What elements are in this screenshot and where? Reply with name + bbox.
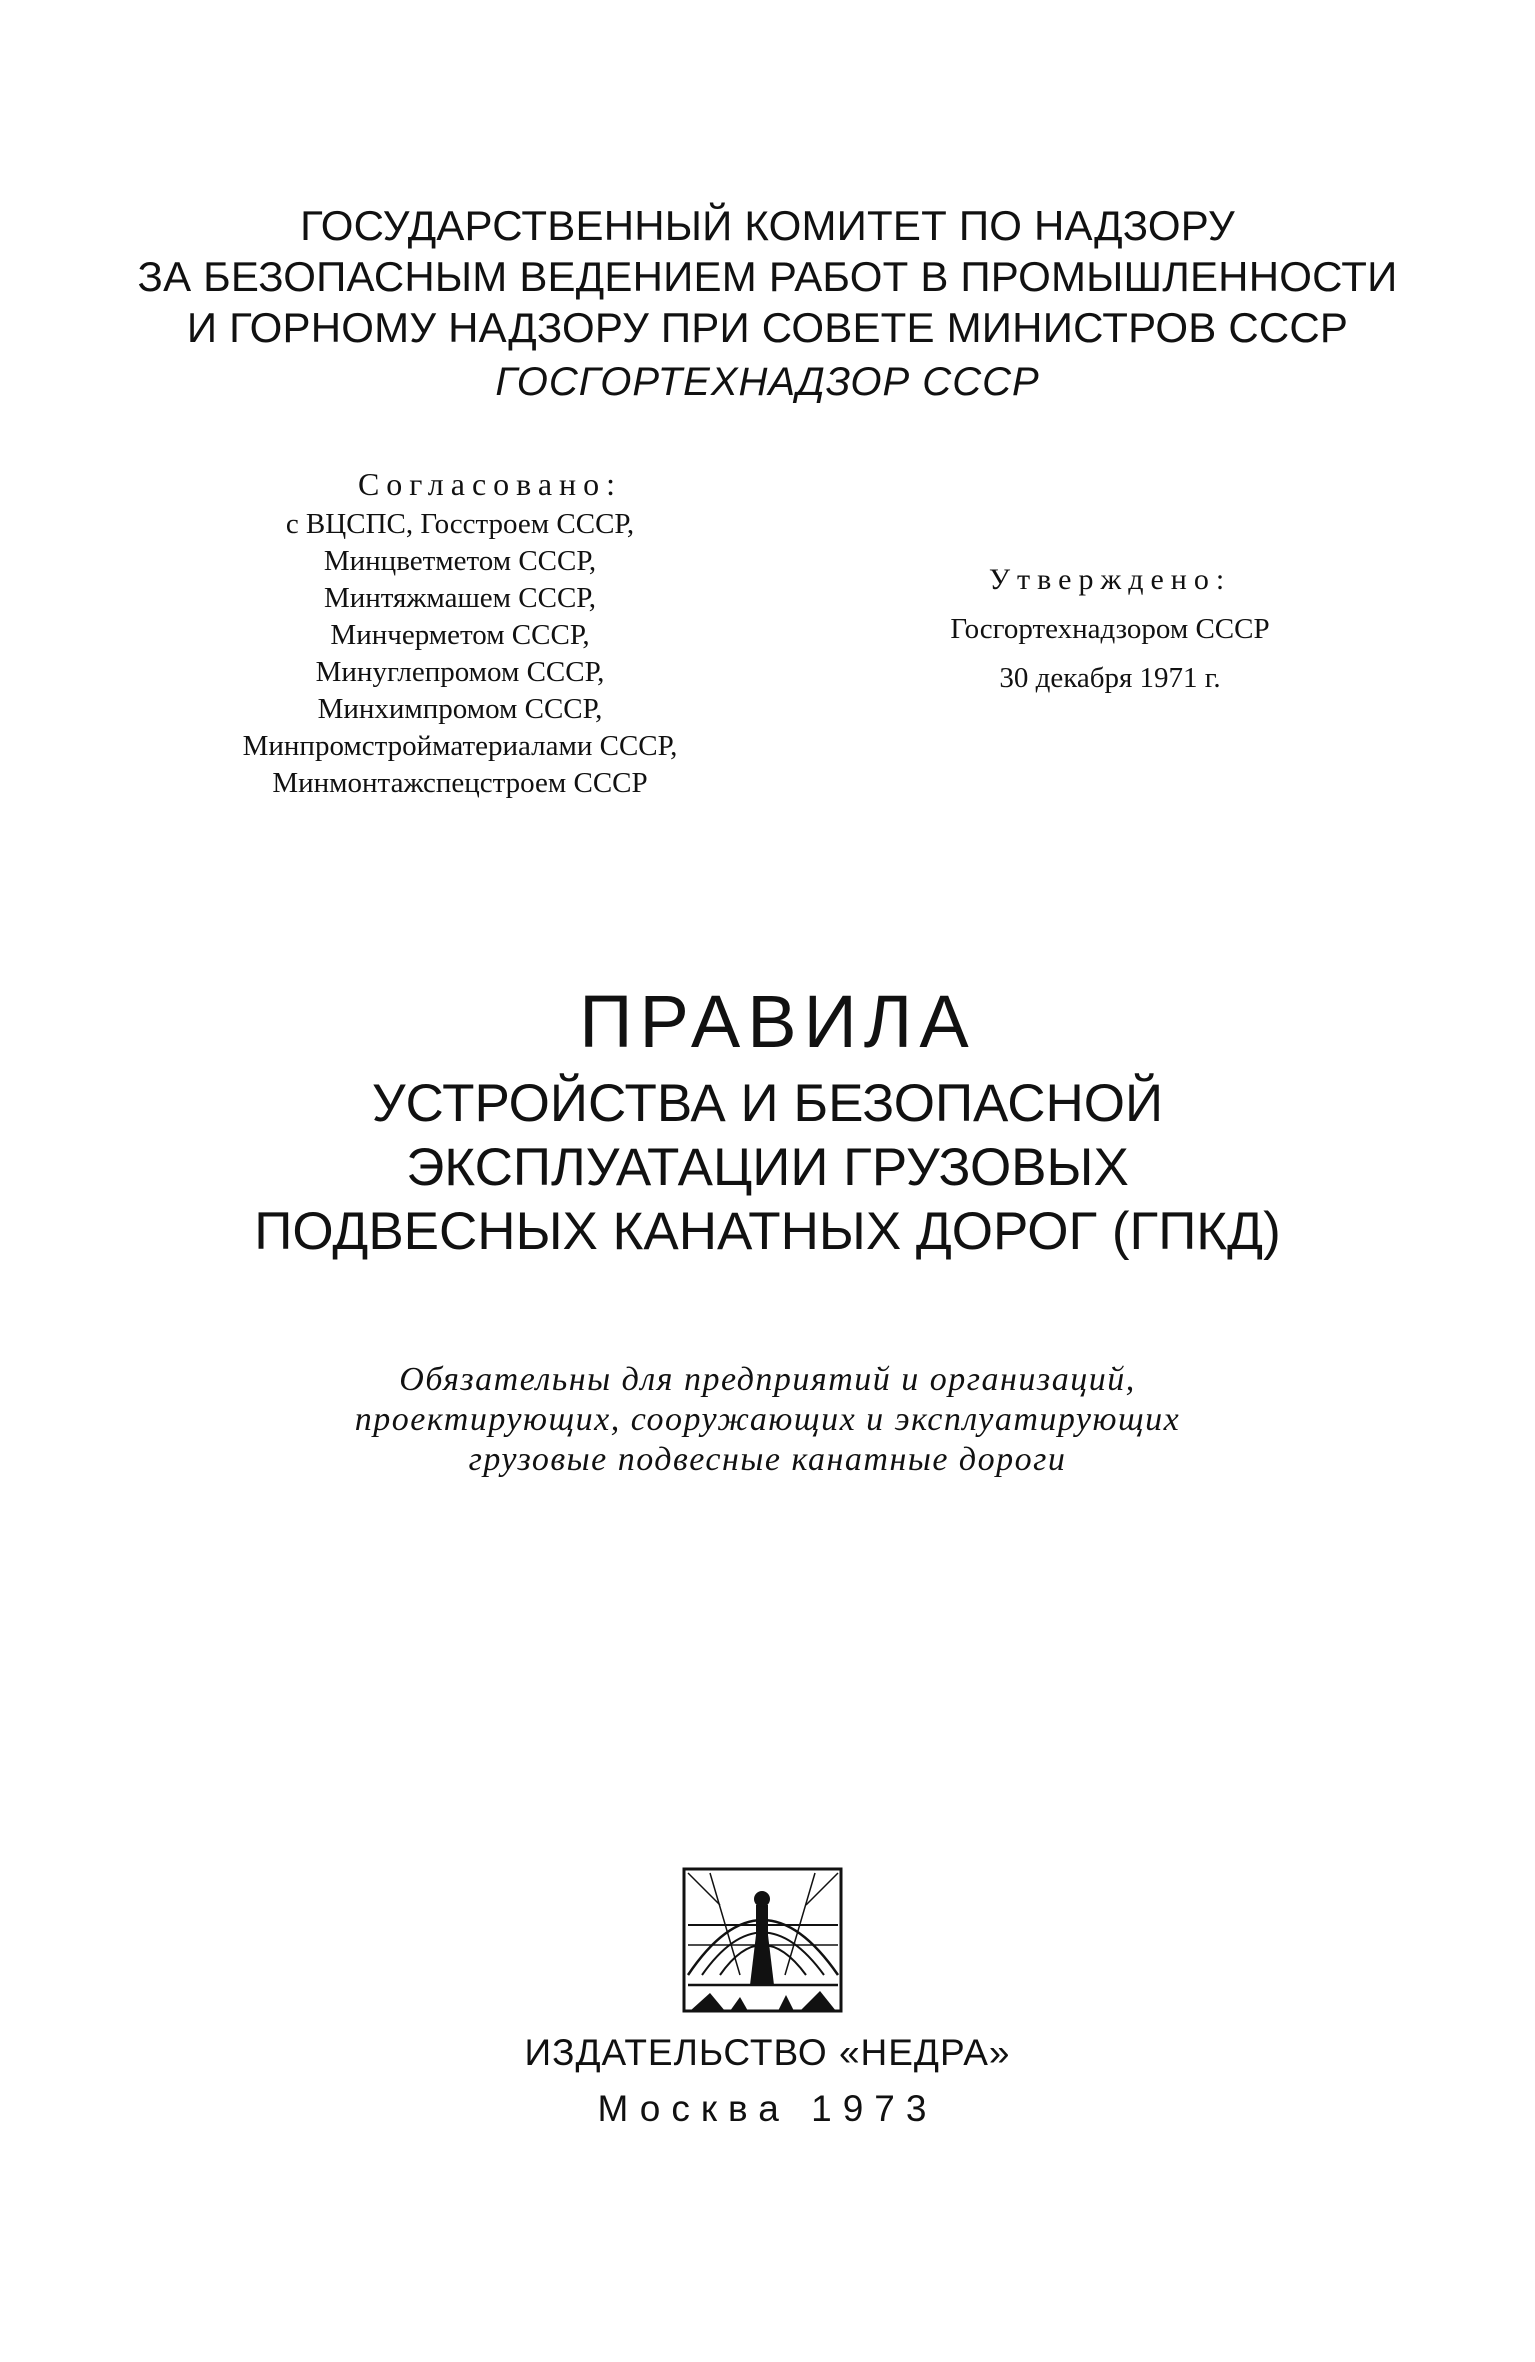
agreed-block — [175, 462, 745, 802]
agreed-item: Минцветметом СССР, — [323, 545, 597, 577]
title-subtitle-line: ПОДВЕСНЫХ КАНАТНЫХ ДОРОГ (ГПКД) — [254, 1202, 1281, 1261]
committee-header — [0, 200, 1535, 411]
agreed-item: Минтяжмашем СССР, — [323, 582, 597, 614]
title-subtitle-line: ЭКСПЛУАТАЦИИ ГРУЗОВЫХ — [406, 1138, 1129, 1197]
agreed-caption: Согласовано: — [357, 466, 623, 502]
header-abbreviation: ГОСГОРТЕХНАДЗОР СССР — [495, 360, 1040, 404]
scope-line: Обязательны для предприятий и организаций, — [399, 1361, 1136, 1398]
header-line: И ГОРНОМУ НАДЗОРУ ПРИ СОВЕТЕ МИНИСТРОВ СССР — [186, 304, 1349, 351]
scope-line: проектирующих, сооружающих и эксплуатирующих — [354, 1401, 1181, 1438]
scope-note — [0, 1360, 1535, 1480]
scope-line: грузовые подвесные канатные дороги — [468, 1441, 1067, 1478]
agreed-item: с ВЦСПС, Госстроем СССР, — [285, 508, 635, 540]
title-main: ПРАВИЛА — [579, 980, 976, 1063]
header-line: ЗА БЕЗОПАСНЫМ ВЕДЕНИЕМ РАБОТ В ПРОМЫШЛЕННОСТИ — [137, 253, 1398, 300]
header-line: ГОСУДАРСТВЕННЫЙ КОМИТЕТ ПО НАДЗОРУ — [300, 202, 1235, 249]
document-title — [0, 972, 1535, 1264]
agreed-item: Минпромстройматериалами СССР, — [242, 730, 678, 762]
approved-caption: Утверждено: — [988, 563, 1232, 596]
agreed-item: Минмонтажспецстроем СССР — [272, 767, 648, 799]
agreed-item: Минхимпромом СССР, — [317, 693, 603, 725]
publisher-city-year: Москва 1973 — [597, 2088, 938, 2129]
agreed-item: Минуглепромом СССР, — [315, 656, 605, 688]
publisher-block — [0, 2025, 1535, 2137]
approved-by: Госгортехнадзором СССР — [950, 613, 1270, 645]
title-subtitle-line: УСТРОЙСТВА И БЕЗОПАСНОЙ — [371, 1074, 1164, 1133]
publisher-name: ИЗДАТЕЛЬСТВО «НЕДРА» — [524, 2032, 1011, 2073]
approved-date: 30 декабря 1971 г. — [999, 662, 1221, 694]
publisher-logo-icon — [680, 1865, 845, 2015]
approved-block — [880, 555, 1340, 703]
agreed-item: Минчерметом СССР, — [330, 619, 590, 651]
